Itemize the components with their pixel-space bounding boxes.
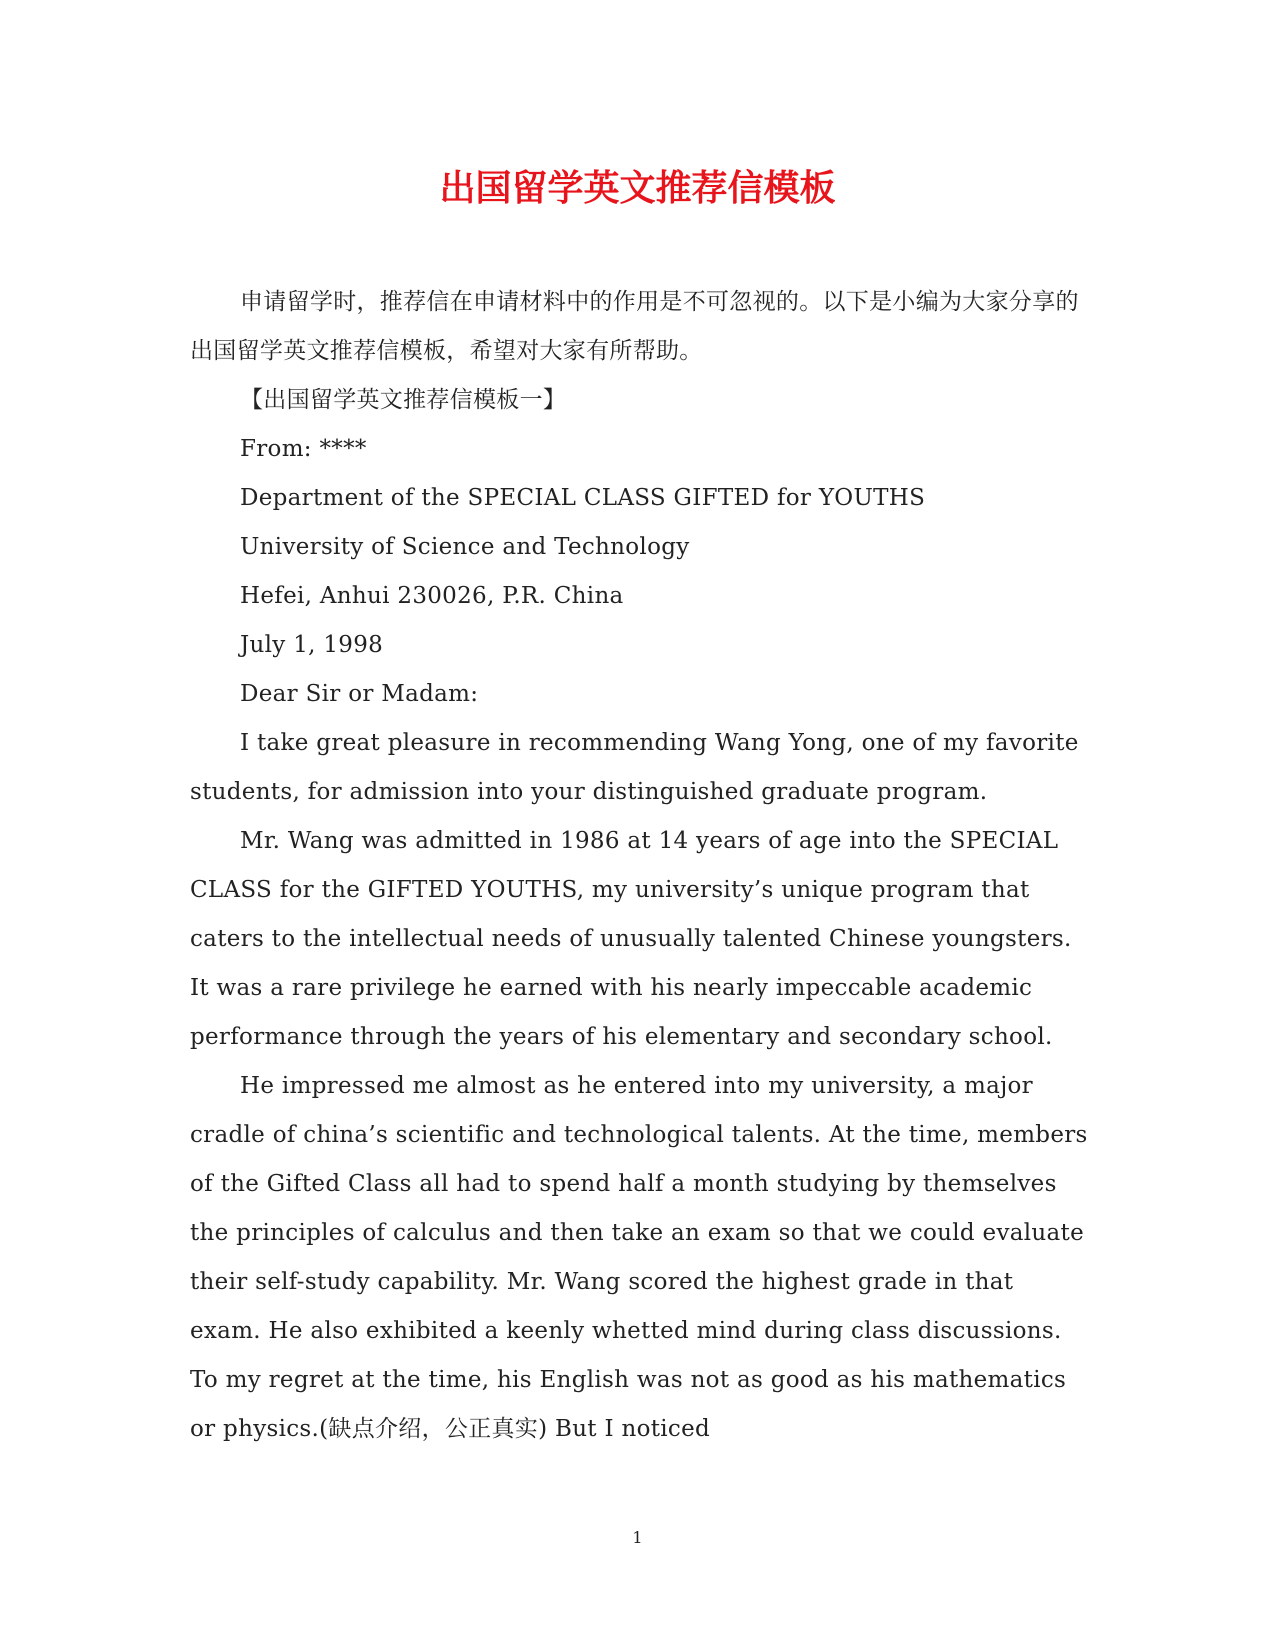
from-line: From: **** (240, 436, 367, 462)
salutation-line: Dear Sir or Madam: (240, 681, 479, 707)
date-line: July 1, 1998 (240, 632, 384, 658)
department-line: Department of the SPECIAL CLASS GIFTED for YOUTHS (240, 485, 926, 511)
paragraph-3: He impressed me almost as he entered into my university, a major cradle of china’s scientific and technological talents. At the time, members of the Gifted Class all had to spend half a month studying by themselves the principles of calculus and then take an exam so that we could evaluate their self-study capability. Mr. Wang scored the highest grade in that exam. He also exhibited a keenly whetted mind during class discussions. To my regret at the time, his English was not as good as his mathematics or physics.(缺点介绍，公正真实) But I noticed (190, 1073, 1088, 1442)
page-number: 1 (632, 1528, 643, 1547)
paragraph-2: Mr. Wang was admitted in 1986 at 14 years of age into the SPECIAL CLASS for the GIFTED YOUTHS, my university’s unique program that caters to the intellectual needs of unusually talented Chinese youngsters. It was a rare privilege he earned with his nearly impeccable academic performance through the years of his elementary and secondary school. (190, 828, 1072, 1050)
university-line: University of Science and Technology (240, 534, 690, 560)
address-line: Hefei, Anhui 230026, P.R. China (240, 583, 624, 609)
paragraph-1: I take great pleasure in recommending Wang Yong, one of my favorite students, for admission into your distinguished graduate program. (190, 730, 1079, 805)
document-title: 出国留学英文推荐信模板 (439, 167, 836, 209)
section-heading: 【出国留学英文推荐信模板一】 (240, 387, 567, 413)
intro-paragraph: 申请留学时，推荐信在申请材料中的作用是不可忽视的。以下是小编为大家分享的出国留学英文推荐信模板，希望对大家有所帮助。 (190, 289, 1079, 364)
document-body (190, 278, 1090, 1454)
